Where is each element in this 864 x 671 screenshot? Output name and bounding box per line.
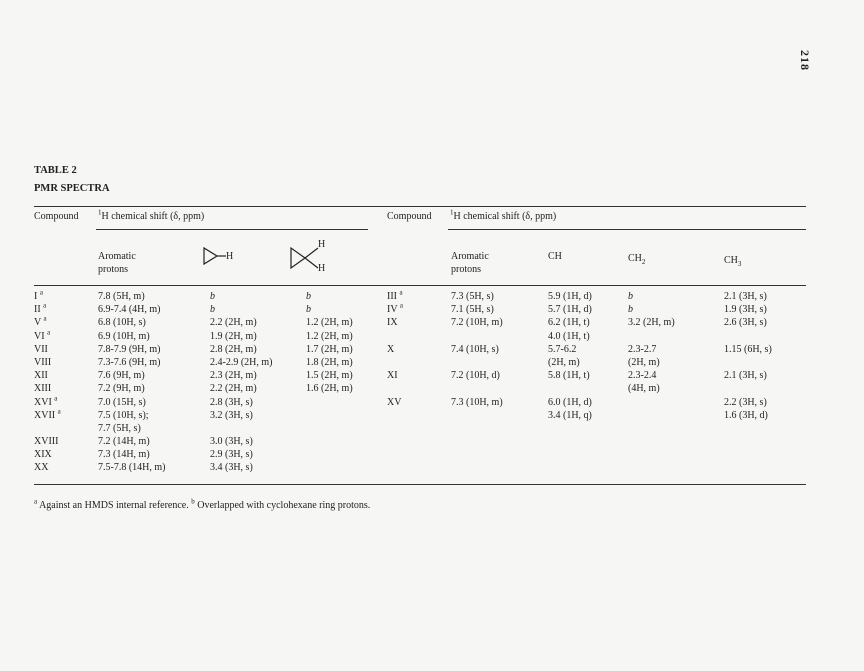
compound-cell (387, 356, 403, 369)
compound-cell: X (387, 343, 395, 355)
aromatic-shift-cell: 7.3 (5H, s) (451, 291, 494, 302)
cyclopropyl-shift-cell: 3.4 (3H, s) (210, 462, 253, 474)
compound-cell: XIX (34, 449, 52, 461)
bicyclic-shift-cell: 1.5 (2H, m) (306, 370, 353, 382)
footnote-mark: a (57, 407, 61, 416)
aromatic-shift-cell: 7.4 (10H, s) (451, 343, 499, 355)
compound-cell: XII (34, 370, 48, 382)
bicyclic-shift-cell: 1.8 (2H, m) (306, 356, 353, 368)
cyclopropyl-shift-cell: 2.9 (3H, s) (210, 449, 253, 461)
footnote-mark: a (43, 315, 47, 324)
aromatic-shift-cell: 7.2 (14H, m) (98, 436, 150, 448)
ch-shift-cell: 5.8 (1H, t) (548, 370, 590, 382)
left-aromatic-column (98, 290, 166, 475)
ch2-header: $CH_2$ (628, 253, 646, 266)
bicyclic-h-top-label: H (318, 239, 326, 250)
compound-cell (387, 382, 403, 395)
compound-cell: II $^a$ (34, 301, 47, 316)
compound-header-right: Compound (387, 211, 432, 222)
compound-cell: IX (387, 317, 398, 329)
cyclopropyl-shift-cell: 2.8 (2H, m) (210, 343, 257, 355)
cyclopropyl-shift-cell: 3.2 (3H, s) (210, 409, 253, 421)
ch-shift-cell (548, 382, 592, 395)
ch3-shift-cell: 2.6 (3H, s) (724, 317, 767, 329)
ch-shift-cell: 5.7 (1H, d) (548, 304, 592, 316)
bicyclic-shift-cell: 1.2 (2H, m) (306, 317, 353, 329)
compound-cell: IV $^a$ (387, 301, 403, 316)
bicyclic-shift-cell: 1.2 (2H, m) (306, 330, 353, 342)
right-aromatic-column (451, 290, 503, 422)
table-bottom-rule (34, 484, 806, 485)
aromatic-shift-cell: 7.8-7.9 (9H, m) (98, 343, 161, 355)
left-compound-column (34, 290, 61, 475)
right-ch-column (548, 290, 592, 422)
ch2-shift-cell: b (628, 304, 633, 316)
ch2-shift-cell: 3.2 (2H, m) (628, 317, 675, 329)
ch3-shift-cell: 1.15 (6H, s) (724, 343, 772, 355)
ch2-shift-cell (628, 330, 675, 343)
shift-header-right: $^1$H chemical shift (δ, ppm) (450, 208, 557, 222)
ch3-shift-cell (724, 382, 772, 395)
top-rule (34, 206, 806, 207)
aromatic-shift-cell: 6.9-7.4 (4H, m) (98, 304, 161, 316)
compound-cell: V $^a$ (34, 315, 47, 329)
footnote-mark: a (399, 288, 403, 297)
ch3-shift-cell: 1.6 (3H, d) (724, 409, 768, 421)
ch-shift-cell: 5.9 (1H, d) (548, 291, 592, 302)
footnote: $^a$ Against an HMDS internal reference. $^b$ Overlapped with cyclohexane ring protons. (34, 497, 371, 511)
ch-shift-cell: 3.4 (1H, q) (548, 409, 592, 421)
footnote-mark: a (54, 394, 58, 403)
cyclopropyl-shift-cell: 3.0 (3H, s) (210, 436, 253, 448)
bicyclic-shift-cell (306, 422, 353, 435)
bicyclic-h-bottom-label: H (318, 263, 326, 274)
compound-cell: XV (387, 396, 402, 408)
aromatic-shift-cell: 7.2 (10H, m) (451, 317, 503, 329)
aromatic-shift-cell (451, 382, 503, 395)
compound-cell: XVI $^a$ (34, 394, 58, 408)
bicyclic-shift-cell (306, 448, 353, 461)
footnote-mark: a (47, 328, 51, 337)
compound-cell: XIII (34, 383, 52, 395)
compound-cell (34, 422, 61, 435)
compound-cell: I $^a$ (34, 288, 43, 302)
cyclopropyl-shift-cell: 2.3 (2H, m) (210, 370, 257, 382)
ch3-shift-cell: 1.9 (3H, s) (724, 304, 767, 316)
ch2-shift-cell: (2H, m) (628, 356, 660, 368)
bicyclic-shift-cell: b (306, 304, 311, 316)
ch-shift-cell: 5.7-6.2 (548, 343, 577, 355)
aromatic-shift-cell (451, 356, 503, 369)
cyclopropyl-shift-cell: b (210, 291, 215, 302)
right-ch3-column (724, 290, 772, 422)
aromatic-shift-cell: 6.9 (10H, m) (98, 330, 150, 342)
header-bottom-rule (34, 285, 806, 286)
compound-cell: XVIII (34, 436, 59, 448)
ch2-shift-cell (628, 396, 675, 409)
aromatic-shift-cell: 7.7 (5H, s) (98, 422, 141, 434)
ch3-shift-cell: 2.2 (3H, s) (724, 396, 767, 408)
table-label: TABLE 2 (34, 165, 77, 176)
ch2-shift-cell: b (628, 291, 633, 302)
compound-header-left: Compound (34, 211, 79, 222)
right-shift-underline (448, 229, 806, 230)
bicyclic-structure-icon (288, 244, 322, 272)
cyclopropyl-shift-cell: 2.2 (2H, m) (210, 383, 257, 395)
ch-shift-cell: 6.0 (1H, d) (548, 396, 592, 408)
footnote-mark: a (43, 301, 47, 310)
bicyclic-shift-cell (306, 435, 353, 448)
ch3-shift-cell: 2.1 (3H, s) (724, 370, 767, 382)
table-title: PMR SPECTRA (34, 183, 110, 194)
right-ch2-column (628, 290, 675, 422)
aromatic-shift-cell: 7.5 (10H, s); (98, 409, 149, 421)
bicyclic-shift-cell: b (306, 291, 311, 302)
ch-header: CH (548, 251, 562, 262)
aromatic-shift-cell: 7.3-7.6 (9H, m) (98, 356, 161, 368)
left-shift-underline (96, 229, 368, 230)
page-number: 218 (798, 50, 812, 71)
aromatic-shift-cell (451, 409, 503, 422)
ch3-shift-cell: 2.1 (3H, s) (724, 291, 767, 302)
cyclopropyl-shift-cell: 2.4-2.9 (2H, m) (210, 356, 273, 368)
ch-shift-cell: 4.0 (1H, t) (548, 330, 590, 342)
compound-cell: VI $^a$ (34, 328, 51, 342)
shift-header-left: $^1$H chemical shift (δ, ppm) (98, 208, 205, 222)
aromatic-shift-cell: 6.8 (10H, s) (98, 317, 146, 329)
compound-cell: VIII (34, 356, 52, 368)
cyclopropyl-shift-cell (210, 422, 273, 435)
aromatic-shift-cell: 7.0 (15H, s) (98, 396, 146, 408)
ch-shift-cell: (2H, m) (548, 356, 580, 368)
aromatic-shift-cell: 7.2 (9H, m) (98, 383, 145, 395)
cyclopropyl-h-label: H (226, 251, 234, 262)
aromatic-shift-cell: 7.8 (5H, m) (98, 291, 145, 302)
bicyclic-shift-cell: 1.6 (2H, m) (306, 383, 353, 395)
compound-cell: III $^a$ (387, 288, 403, 302)
right-compound-column (387, 290, 403, 422)
ch3-shift-cell (724, 356, 772, 369)
aromatic-shift-cell: 7.6 (9H, m) (98, 370, 145, 382)
compound-cell: VII (34, 343, 48, 355)
bicyclic-shift-cell (306, 409, 353, 422)
aromatic-header-left: Aromatic protons (98, 251, 136, 275)
compound-cell (387, 330, 403, 343)
compound-cell: XI (387, 370, 398, 382)
aromatic-shift-cell (451, 330, 503, 343)
ch2-shift-cell (628, 409, 675, 422)
ch2-shift-cell: 2.3-2.4 (628, 370, 657, 382)
compound-cell: XX (34, 462, 49, 474)
cyclopropyl-shift-cell: 2.8 (3H, s) (210, 396, 253, 408)
aromatic-shift-cell: 7.3 (10H, m) (451, 396, 503, 408)
bicyclic-shift-cell (306, 461, 353, 474)
ch3-header: $CH_3$ (724, 255, 742, 268)
cyclopropyl-shift-cell: b (210, 304, 215, 316)
left-cyclopropyl-column (210, 290, 273, 475)
bicyclic-shift-cell: 1.7 (2H, m) (306, 343, 353, 355)
compound-cell: XVII $^a$ (34, 407, 61, 421)
aromatic-shift-cell: 7.3 (14H, m) (98, 449, 150, 461)
aromatic-shift-cell: 7.1 (5H, s) (451, 304, 494, 316)
aromatic-header-right: Aromatic protons (451, 251, 489, 275)
ch-shift-cell: 6.2 (1H, t) (548, 317, 590, 329)
ch3-shift-cell (724, 330, 772, 343)
aromatic-shift-cell: 7.5-7.8 (14H, m) (98, 462, 166, 474)
cyclopropyl-shift-cell: 1.9 (2H, m) (210, 330, 257, 342)
ch2-shift-cell: 2.3-2.7 (628, 343, 657, 355)
footnote-mark: a (399, 301, 403, 310)
ch2-shift-cell: (4H, m) (628, 383, 660, 395)
left-bicyclic-column (306, 290, 353, 475)
cyclopropyl-shift-cell: 2.2 (2H, m) (210, 317, 257, 329)
bicyclic-shift-cell (306, 396, 353, 409)
footnote-mark: a (39, 288, 43, 297)
aromatic-shift-cell: 7.2 (10H, d) (451, 370, 500, 382)
compound-cell (387, 409, 403, 422)
